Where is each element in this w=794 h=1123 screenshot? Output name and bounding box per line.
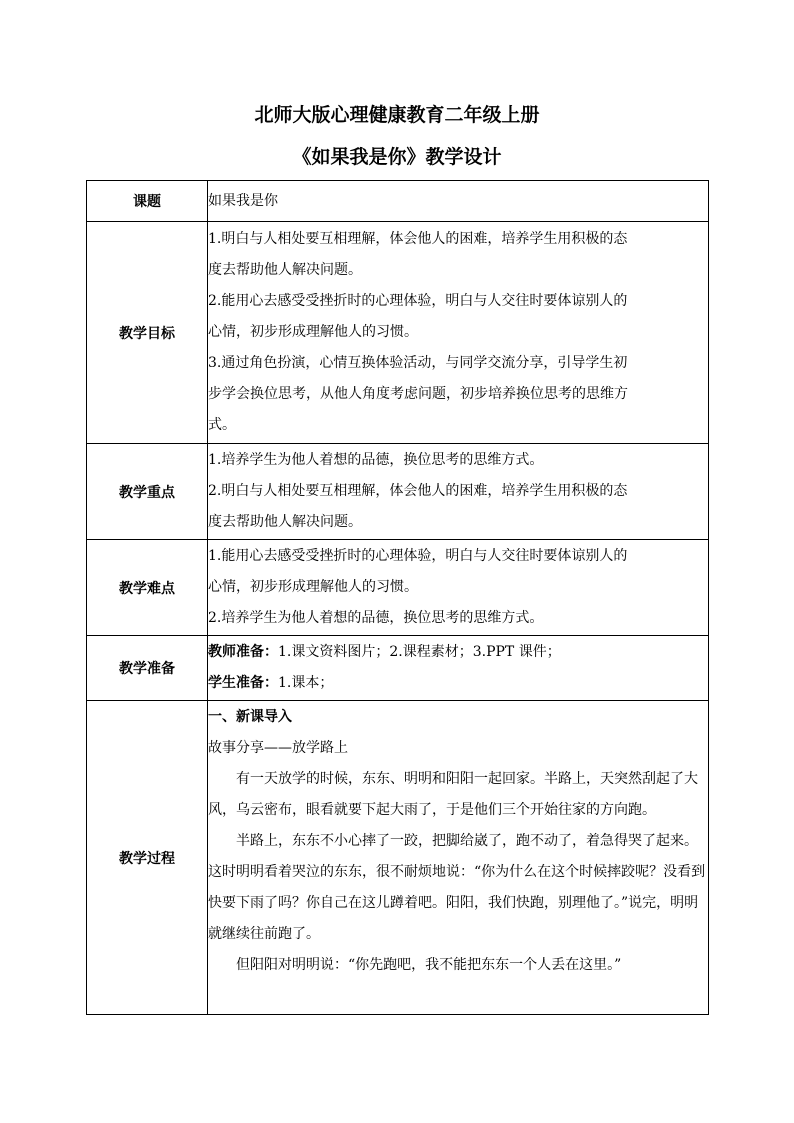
lesson-plan-table	[86, 180, 709, 1015]
teacher-preparation	[208, 637, 708, 668]
teacher-preparation-label: 教师准备：	[208, 644, 278, 660]
table-row-key-points	[87, 444, 709, 540]
key-points-line: 1.培养学生为他人着想的品德，换位思考的思维方式。	[208, 452, 544, 468]
student-preparation-label: 学生准备：	[208, 675, 278, 691]
difficulties-line: 心情，初步形成理解他人的习惯。	[208, 579, 418, 595]
row-content-preparation	[208, 636, 709, 701]
teacher-preparation-value: 1.课文资料图片；2.课程素材；3.PPT 课件；	[278, 644, 561, 660]
row-label-difficulties: 教学难点	[87, 540, 208, 636]
row-label-goals: 教学目标	[87, 222, 208, 444]
process-paragraph: 半路上，东东不小心摔了一跤，把脚给崴了，跑不动了，着急得哭了起来。这时明明看着哭泣的东东，很不耐烦地说：“你为什么在这个时候摔跤呢？没看到快要下雨了吗？你自己在这儿蹲着吧。阳阳，我们快跑，别理他了。”说完，明明就继续往前跑了。	[208, 833, 706, 942]
goals-line: 步学会换位思考，从他人角度考虑问题，初步培养换位思考的思维方	[208, 386, 628, 402]
table-row-goals	[87, 222, 709, 444]
key-points-line: 度去帮助他人解决问题。	[208, 514, 362, 530]
table-row-topic	[87, 181, 709, 222]
table-row-preparation	[87, 636, 709, 701]
process-section-heading: 一、新课导入	[208, 709, 292, 725]
goals-line: 1.明白与人相处要互相理解，体会他人的困难，培养学生用积极的态	[208, 231, 628, 247]
topic-value: 如果我是你	[208, 192, 278, 209]
process-story-title: 故事分享——放学路上	[208, 740, 348, 756]
goals-line: 度去帮助他人解决问题。	[208, 262, 362, 278]
document-title: 北师大版心理健康教育二年级上册	[254, 104, 540, 126]
process-paragraph: 有一天放学的时候，东东、明明和阳阳一起回家。半路上，天突然刮起了大风，乌云密布，眼看就要下起大雨了，于是他们三个开始往家的方向跑。	[208, 771, 698, 818]
process-paragraph: 但阳阳对明明说：“你先跑吧，我不能把东东一个人丢在这里。”	[236, 957, 622, 973]
student-preparation	[208, 668, 708, 699]
key-points-line: 2.明白与人相处要互相理解，体会他人的困难，培养学生用积极的态	[208, 483, 628, 499]
row-content-topic	[208, 181, 709, 222]
difficulties-line: 2.培养学生为他人着想的品德，换位思考的思维方式。	[208, 610, 544, 626]
row-content-difficulties	[208, 540, 709, 636]
row-label-process: 教学过程	[87, 701, 208, 1015]
table-row-difficulties	[87, 540, 709, 636]
difficulties-line: 1.能用心去感受受挫折时的心理体验，明白与人交往时要体谅别人的	[208, 548, 628, 564]
goals-line: 3.通过角色扮演，心情互换体验活动，与同学交流分享，引导学生初	[208, 355, 628, 371]
table-row-process	[87, 701, 709, 1015]
document-subtitle: 《如果我是你》教学设计	[292, 146, 502, 168]
row-content-key-points	[208, 444, 709, 540]
row-content-process	[208, 701, 709, 1015]
student-preparation-value: 1.课本；	[278, 675, 334, 691]
row-label-preparation: 教学准备	[87, 636, 208, 701]
row-content-goals	[208, 222, 709, 444]
row-label-key-points: 教学重点	[87, 444, 208, 540]
goals-line: 心情，初步形成理解他人的习惯。	[208, 324, 418, 340]
row-label-topic: 课题	[87, 181, 208, 222]
goals-line: 式。	[208, 417, 236, 433]
goals-line: 2.能用心去感受受挫折时的心理体验，明白与人交往时要体谅别人的	[208, 293, 628, 309]
